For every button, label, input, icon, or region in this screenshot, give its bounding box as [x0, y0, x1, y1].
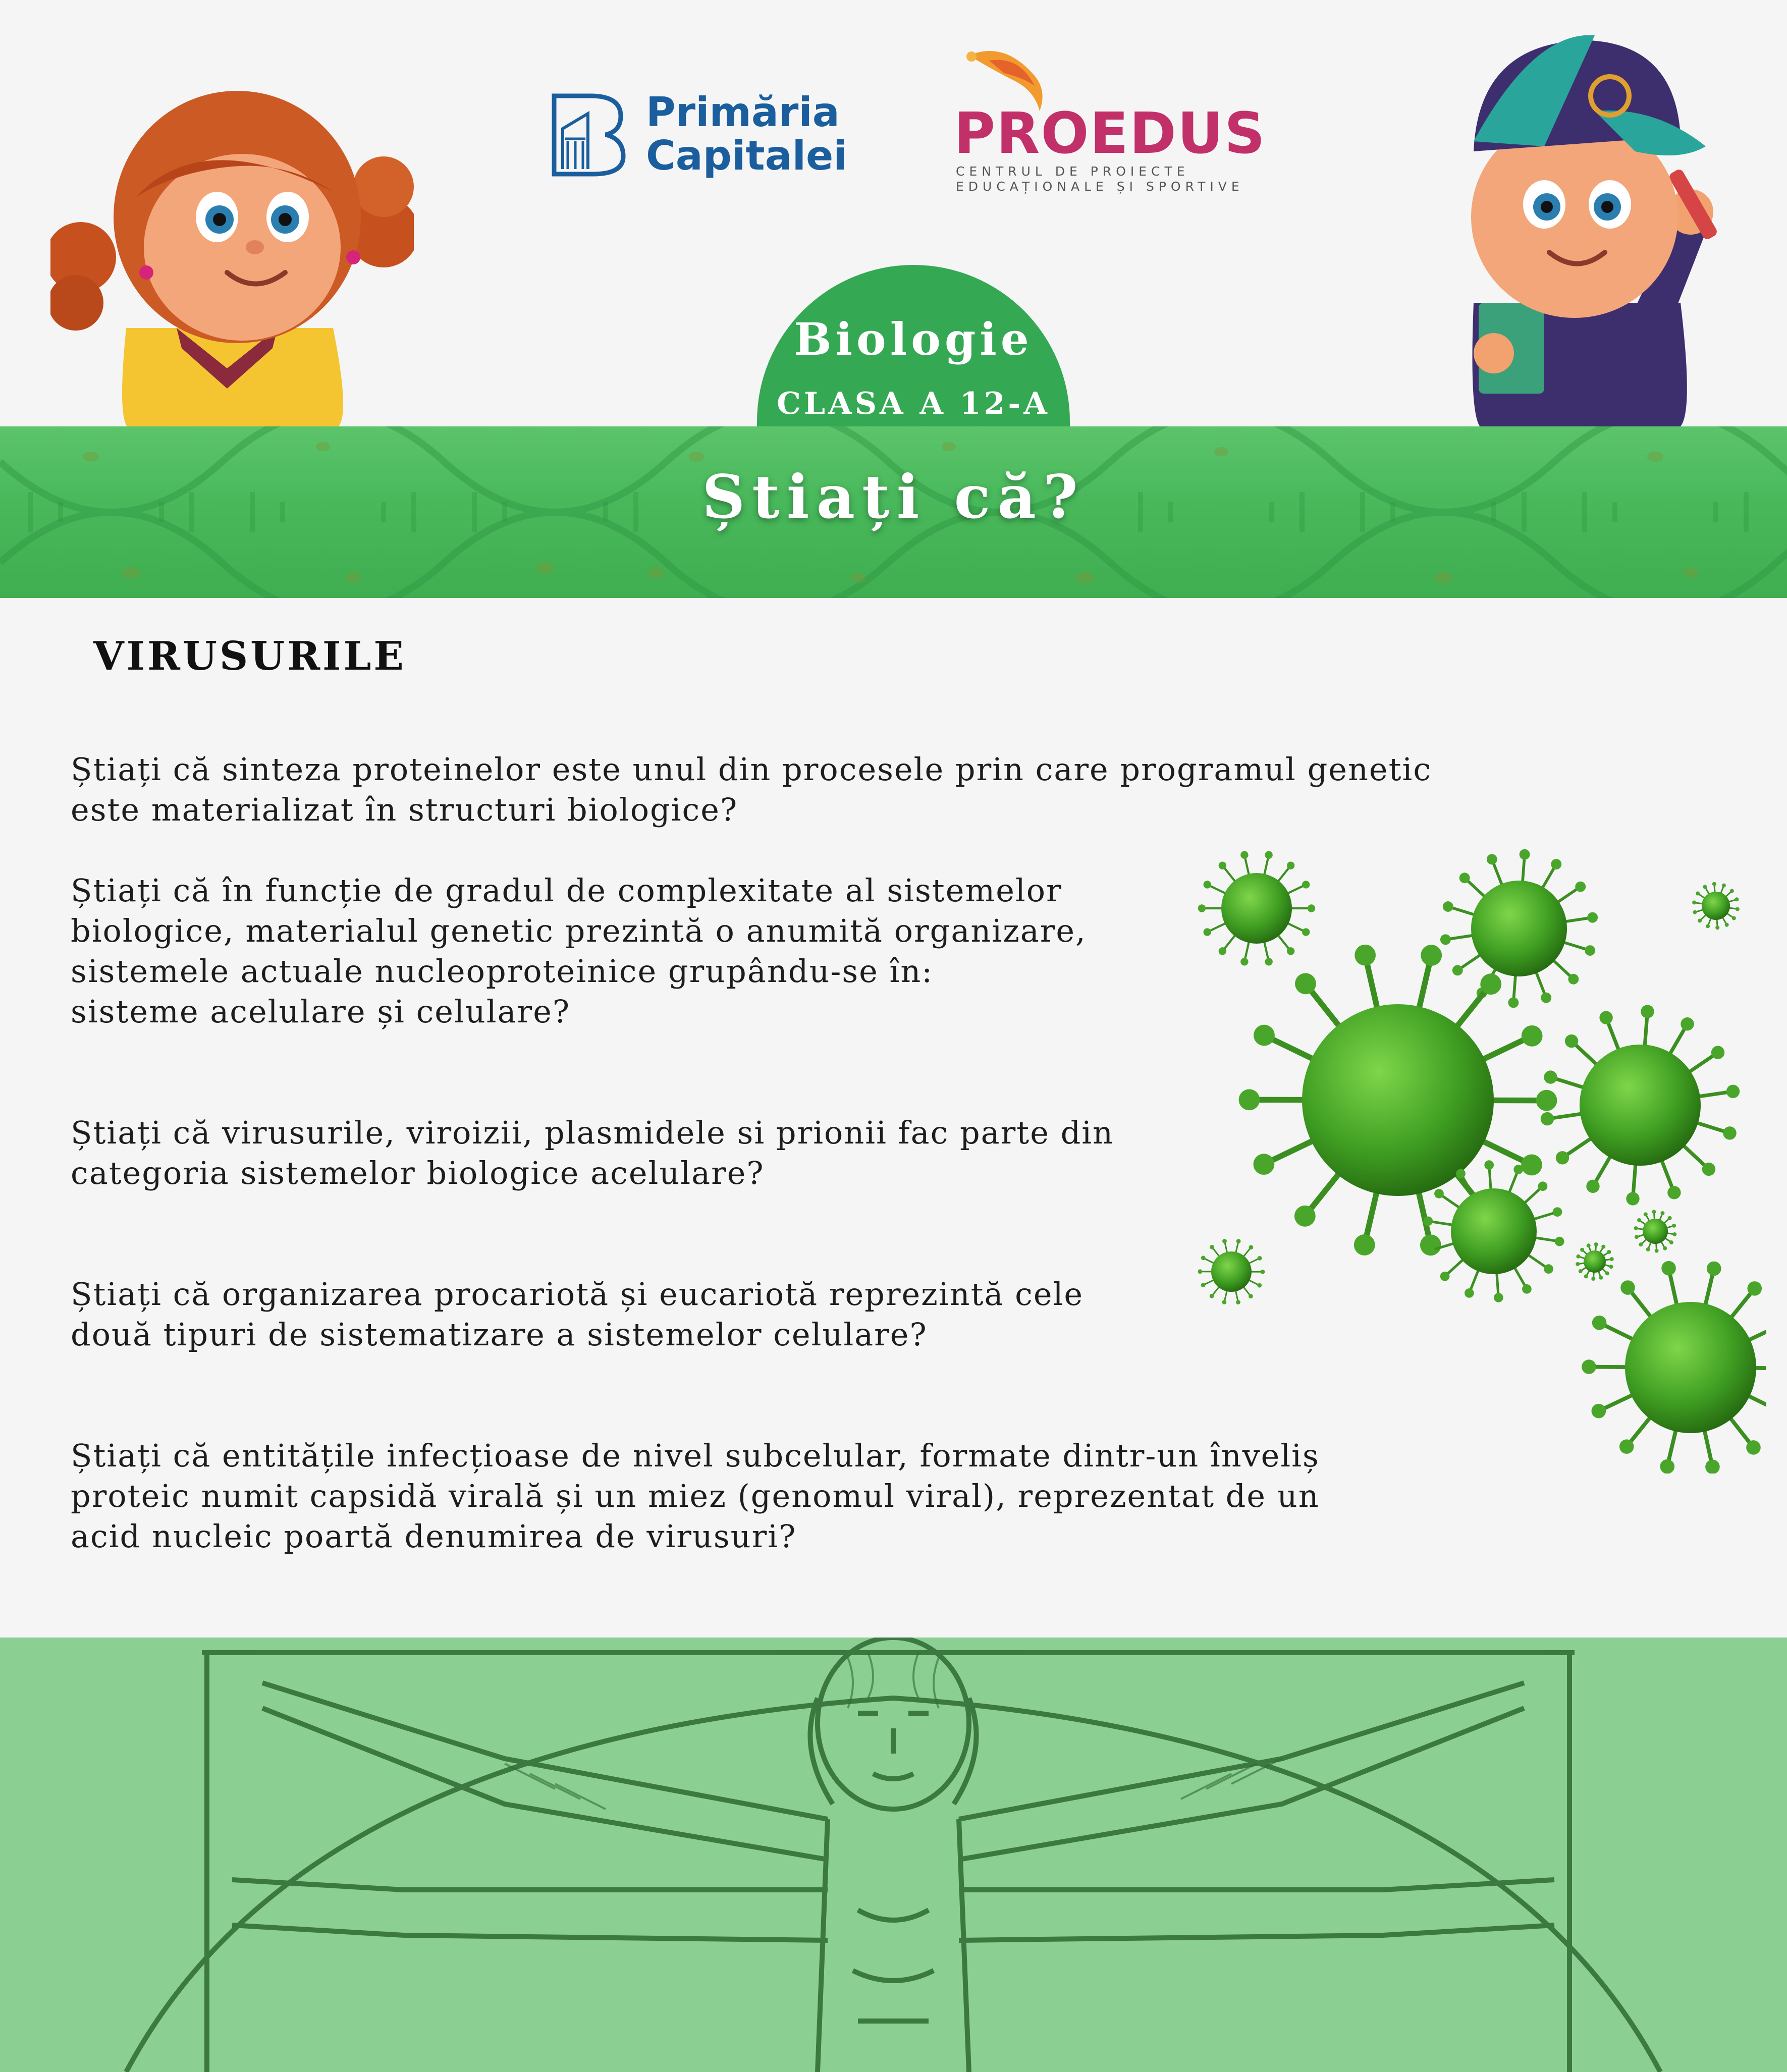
- virus-particle: [1634, 1210, 1677, 1252]
- virus-particle: [1541, 1005, 1740, 1205]
- vitruvian-sketch: [0, 1638, 1787, 2072]
- grade-label: CLASA A 12-A: [777, 386, 1050, 421]
- banner-title: Știați că?: [702, 462, 1085, 532]
- primaria-line1: Primăria: [646, 89, 840, 136]
- boy-character-illustration: [1443, 20, 1726, 429]
- building-b-icon: [550, 93, 626, 177]
- vitruvian-man-illustration: [0, 1638, 1787, 2072]
- virus-illustration: [1171, 838, 1766, 1474]
- virus-particle: [1692, 882, 1740, 930]
- primaria-capitalei-logo: [550, 91, 853, 182]
- paragraph-5: Știați că entitățile infecțioase de nivel subcelular, formate dintr-un înveliș proteic numit capsidă virală și un miez (genomul viral), reprezentat de un acid nucleic poartă denumirea de virusuri?: [71, 1437, 1320, 1555]
- virus-particle: [1440, 849, 1598, 1008]
- section-title: VIRUSURILE: [93, 633, 406, 679]
- paragraph-1: Știați că sinteza proteinelor este unul din procesele prin care programul genetic este materializat în structuri biologice?: [71, 751, 1432, 828]
- primaria-line2: Capitalei: [646, 132, 847, 179]
- paragraph-4: Știați că organizarea procariotă și eucariotă reprezintă cele două tipuri de sistematizare a sistemelor celulare?: [71, 1276, 1084, 1353]
- virus-particle: [1582, 1261, 1766, 1474]
- subject-label: Biologie: [794, 313, 1033, 365]
- paragraph-3: Știați că virusurile, viroizii, plasmidele si prionii fac parte din categoria sistemelor biologice acelulare?: [71, 1114, 1114, 1191]
- virus-particle: [1198, 851, 1315, 966]
- girl-character-illustration: [50, 66, 414, 429]
- paragraph-2: Știați că în funcție de gradul de complexitate al sistemelor biologice, materialul genetic prezintă o anumită organizare, sistemele actuale nucleoproteinice grupându-se în: sisteme acelulare și celulare?: [71, 872, 1087, 1030]
- proedus-logo: [954, 45, 1266, 194]
- virus-particle: [1576, 1242, 1613, 1281]
- proedus-tagline: CENTRUL DE PROIECTE EDUCAȚIONALE ȘI SPORTIVE: [956, 164, 1244, 194]
- proedus-name: PROEDUS: [954, 101, 1266, 167]
- virus-particle: [1198, 1239, 1265, 1304]
